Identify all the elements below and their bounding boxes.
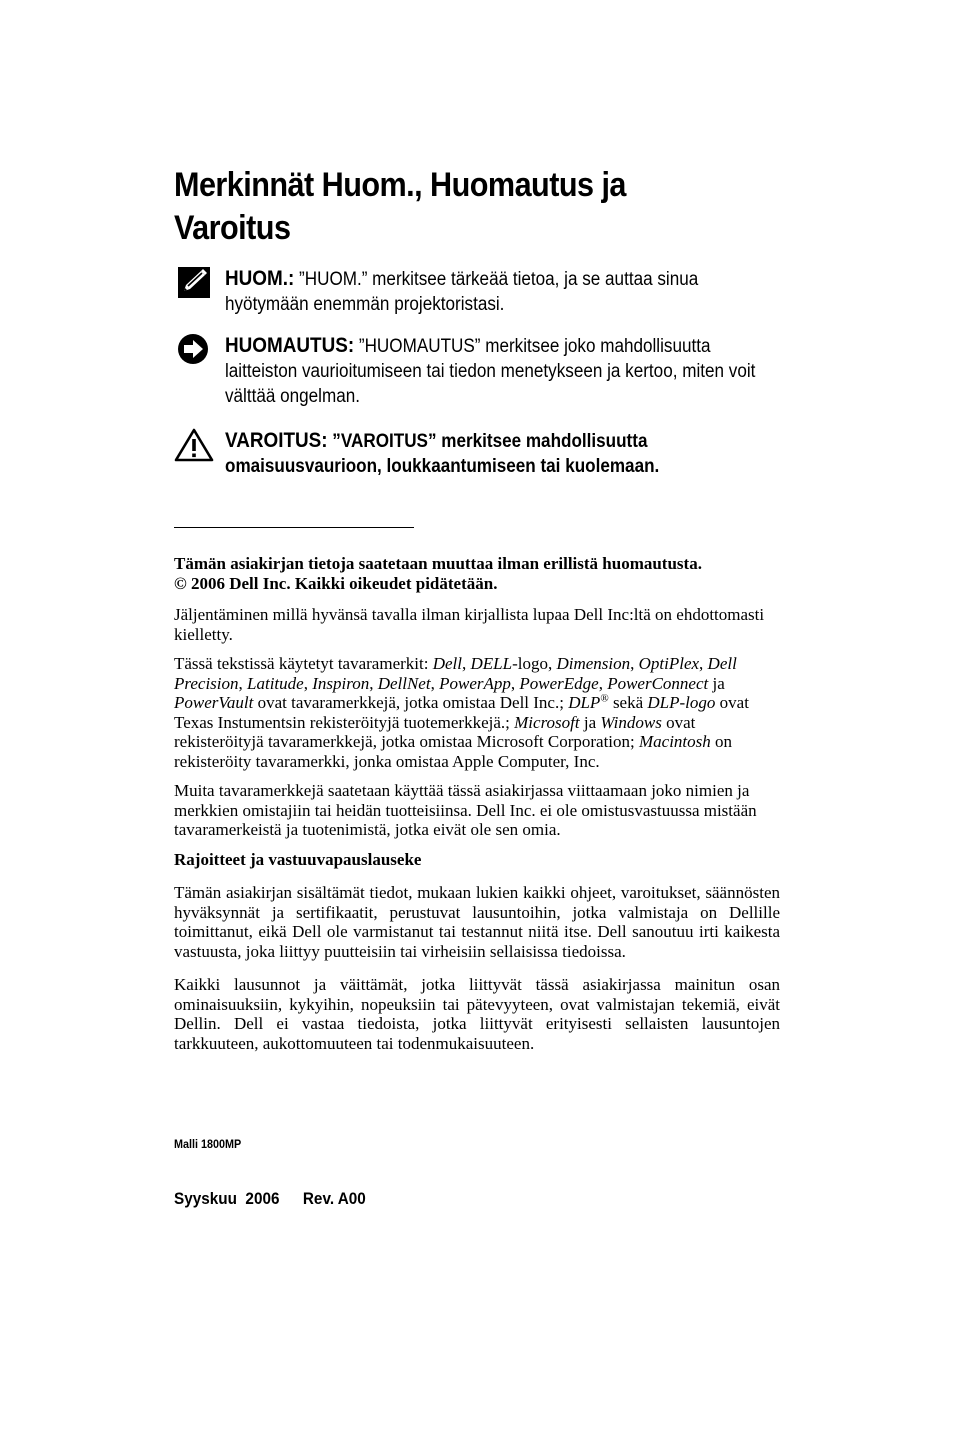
arrow-notice-icon (174, 333, 214, 369)
registered-mark: ® (600, 692, 609, 705)
caution-text (225, 428, 765, 479)
tm-text: , (430, 673, 440, 693)
tm-text: sekä (608, 693, 648, 712)
change-copyright-block (174, 554, 780, 593)
tm-poweredge: PowerEdge (519, 673, 599, 693)
footer-line (174, 1189, 366, 1209)
pencil-note-icon (174, 266, 214, 302)
tm-text: , (598, 673, 608, 693)
notice-text (225, 333, 765, 409)
tm-text: , (510, 673, 520, 693)
tm-microsoft: Microsoft (514, 712, 580, 732)
tm-dell-logo: DELL (470, 654, 513, 673)
tm-text: ovat rekisteröityjä tavaramerkkejä, jotka omistaa Microsoft Corporation; (174, 712, 696, 751)
note-label: HUOM.: (225, 267, 295, 290)
model-number: Malli 1800MP (174, 1137, 242, 1151)
tm-optiplex: OptiPlex (638, 654, 700, 673)
caution-label: VAROITUS: (225, 429, 328, 452)
other-trademarks-paragraph: Muita tavaramerkkejä saatetaan käyttää tässä asiakirjassa viittaamaan joko nimien ja merkkien omistajiin tai heidän tuotteisiinsa. Dell Inc. ei ole omistusvastuussa mistään tavaramerkeistä ja tuotenimistä, jotka eivät ole sen omia. (174, 781, 757, 839)
tm-text: , (630, 654, 639, 673)
tm-powerapp: PowerApp (439, 673, 511, 693)
legal-section (174, 554, 780, 1063)
tm-dimension: Dimension (556, 654, 631, 673)
tm-dell-precision: Dell Precision (174, 654, 737, 693)
tm-latitude: Latitude (247, 673, 304, 693)
tm-text: , (238, 673, 248, 693)
tm-text: , (369, 673, 378, 693)
note-text (225, 266, 765, 317)
note-body: ”HUOM.” merkitsee tärkeää tietoa, ja se auttaa sinua hyötymään enemmän projektoristasi. (225, 269, 699, 315)
tm-windows: Windows (600, 712, 662, 732)
tm-text: , (699, 654, 708, 673)
footer-revision: Rev. A00 (302, 1189, 366, 1208)
copyright-line: © 2006 Dell Inc. Kaikki oikeudet pidätetään. (174, 573, 498, 593)
tm-dlp: DLP (568, 693, 601, 712)
tm-text: -logo, (512, 654, 557, 673)
disclaimer-paragraph-1: Tämän asiakirjan sisältämät tiedot, mukaan lukien kaikki ohjeet, varoitukset, säännösten hyväksynnät ja sertifikaatit, perustuvat lausuntoihin, jotka valmistaja on Dellille toimittanut, eikä Dell ole varmistanut tai testannut niitä itse. Dell sanoutuu irti kaikesta vastuusta, joka liittyy puutteisiin tai virheisiin sellaisissa tiedoissa. (174, 883, 780, 961)
tm-text: , (461, 654, 471, 673)
page-title: Merkinnät Huom., Huomautus ja Varoitus (174, 166, 626, 247)
notice-label: HUOMAUTUS: (225, 334, 355, 357)
tm-powerconnect: PowerConnect (607, 673, 709, 693)
notice-body: ”HUOMAUTUS” merkitsee joko mahdollisuutta laitteiston vaurioitumiseen tai tiedon menetykseen ja kertoo, miten voit välttää ongelman. (225, 336, 756, 407)
tm-text: ja (579, 712, 601, 732)
tm-text: ja (708, 673, 725, 693)
change-notice: Tämän asiakirjan tietoja saatetaan muuttaa ilman erillistä huomautusta. (174, 554, 702, 573)
trademarks-paragraph (174, 654, 780, 771)
tm-dellnet: DellNet (377, 673, 431, 693)
disclaimer-heading: Rajoitteet ja vastuuvapauslauseke (174, 849, 422, 869)
tm-powervault: PowerVault (174, 693, 254, 712)
separator-rule (174, 527, 414, 528)
warning-triangle-icon (174, 428, 214, 464)
tm-text: ovat tavaramerkkejä, jotka omistaa Dell Inc.; (253, 693, 569, 712)
tm-text: on rekisteröity tavaramerkki, jonka omistaa Apple Computer, Inc. (174, 732, 733, 771)
disclaimer-paragraph-2: Kaikki lausunnot ja väittämät, jotka liittyvät tässä asiakirjassa mainitun osan ominaisuuksiin, kykyihin, nopeuksiin tai pätevyyteen, ovat valmistajan tekemiä, eivät Dellin. Dell ei vastaa tiedoista, jotka liittyvät erityisesti sellaisten lausuntojen tarkkuuteen, aukottomuuteen tai todenmukaisuuteen. (174, 975, 780, 1053)
tm-inspiron: Inspiron (312, 673, 370, 693)
tm-dell: Dell (432, 654, 462, 673)
tm-text: , (303, 673, 313, 693)
tm-text: Tässä tekstissä käytetyt tavaramerkit: (174, 654, 433, 673)
tm-dlp-logo: DLP-logo (647, 693, 716, 712)
footer-date: Syyskuu 2006 (174, 1189, 280, 1208)
reproduction-notice: Jäljentäminen millä hyvänsä tavalla ilman kirjallista lupaa Dell Inc:ltä on ehdottomasti kielletty. (174, 605, 765, 644)
tm-text: ovat Texas Instumentsin rekisteröityjä tuotemerkkejä.; (174, 693, 749, 732)
tm-macintosh: Macintosh (639, 732, 711, 751)
caution-body: ”VAROITUS” merkitsee mahdollisuutta omaisuusvaurioon, loukkaantumiseen tai kuolemaan. (225, 431, 660, 477)
